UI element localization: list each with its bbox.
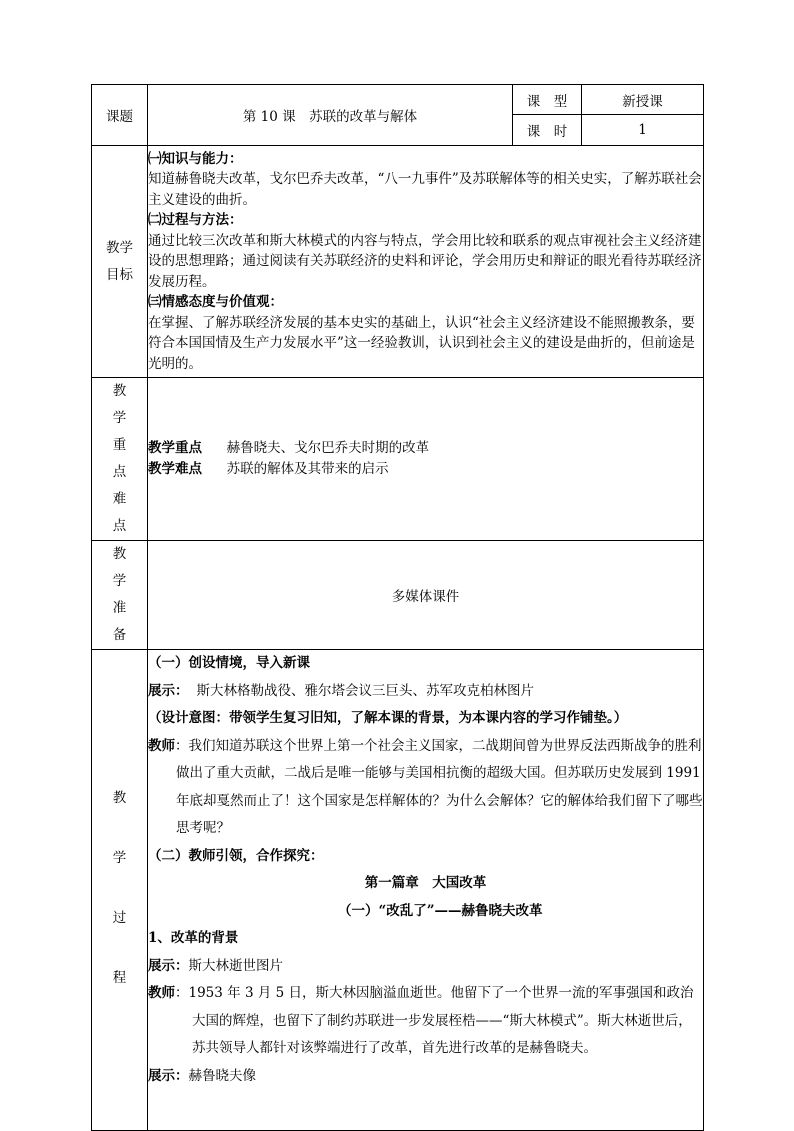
process-content — [148, 650, 704, 1131]
difficulty-text: 苏联的解体及其带来的启示 — [226, 461, 389, 477]
show3-label: 展示： — [148, 1067, 189, 1084]
focus-text: 赫鲁晓夫、戈尔巴乔夫时期的改革 — [226, 440, 430, 456]
process-label — [92, 650, 148, 1131]
design-intent: （设计意图：带领学生复习旧知，了解本课的背景，为本课内容的学习作铺垫。） — [148, 710, 628, 726]
objective-heading-emotion: ㈢情感态度与价值观： — [148, 294, 283, 311]
objectives-content — [148, 146, 704, 378]
keypoints-label-line2: 重点 — [112, 437, 141, 480]
show2-text: 斯大林逝世图片 — [188, 957, 283, 974]
objective-text-process: 通过比较三次改革和斯大林模式的内容与特点，学会用比较和联系的观点审视社会主义经济建设的思想理路；通过阅读有关苏联经济的史料和评论，学会用历史和辩证的眼光看待苏联经济发展历程。 — [148, 232, 702, 290]
chapter-heading: 第一篇章 大国改革 — [364, 875, 487, 891]
objectives-label — [92, 146, 148, 378]
preparation-label-line2: 准备 — [112, 600, 141, 643]
objective-text-knowledge: 知道赫鲁晓夫改革，戈尔巴乔夫改革，“八一九事件”及苏联解体等的相关史实，了解苏联社会主义建设的曲折。 — [148, 171, 702, 208]
lesson-title: 第 10 课 苏联的改革与解体 — [148, 85, 513, 146]
preparation-label — [92, 541, 148, 650]
process-label-char1: 教 — [112, 790, 127, 806]
section-heading-khrushchev: （一）“改乱了”——赫鲁晓夫改革 — [338, 902, 543, 919]
topic-label: 课题 — [92, 85, 148, 146]
process-label-char3: 过 — [112, 910, 127, 926]
difficulty-label: 教学难点 — [148, 461, 202, 477]
section1-heading: （一）创设情境，导入新课 — [148, 655, 310, 671]
preparation-label-line1: 教学 — [112, 546, 141, 589]
process-label-char2: 学 — [112, 850, 127, 866]
keypoints-label-line1: 教学 — [112, 383, 141, 426]
class-hours-label: 课 时 — [513, 115, 582, 146]
objective-heading-knowledge: ㈠知识与能力： — [148, 150, 243, 167]
show1-line — [148, 678, 703, 706]
teacher2-paragraph — [148, 980, 703, 1063]
teacher1-text: ：我们知道苏联这个世界上第一个社会主义国家，二战期间曾为世界反法西斯战争的胜利做出了重大贡献，二战后是唯一能够与美国相抗衡的超级大国。但苏联历史发展到 1991 年底却戛然而止了！这个国家是怎样解体的？为什么会解体？它的解体给我们留下了哪些思考呢？ — [175, 737, 703, 836]
class-hours-value: 1 — [582, 115, 704, 146]
keypoints-content — [148, 378, 704, 541]
show3-line — [148, 1063, 703, 1091]
show2-line — [148, 953, 703, 981]
lesson-type-value: 新授课 — [582, 85, 704, 115]
teacher1-label: 教师 — [148, 737, 175, 754]
teacher2-label: 教师 — [148, 985, 175, 1001]
lesson-plan-table — [91, 84, 704, 1131]
preparation-content: 多媒体课件 — [148, 541, 704, 650]
subsection-background: 1、改革的背景 — [148, 930, 239, 946]
keypoints-label-line3: 难点 — [112, 491, 141, 534]
lesson-type-label: 课 型 — [513, 85, 582, 115]
teacher2-text: ：1953 年 3 月 5 日，斯大林因脑溢血逝世。他留下了一个世界一流的军事强国和政治大国的辉煌，也留下了制约苏联进一步发展桎梏——“斯大林模式”。斯大林逝世后，苏共领导人都针对该弊端进行了改革，首先进行改革的是赫鲁晓夫。 — [175, 985, 694, 1056]
process-label-char4: 程 — [112, 970, 127, 986]
objectives-label-line1: 教学 — [106, 239, 133, 256]
objective-heading-process: ㈡过程与方法： — [148, 212, 243, 229]
focus-label: 教学重点 — [148, 440, 202, 456]
show2-label: 展示： — [148, 957, 189, 974]
teacher1-paragraph — [148, 733, 703, 843]
difficulty-line — [148, 459, 703, 480]
objective-text-emotion: 在掌握、了解苏联经济发展的基本史实的基础上，认识“社会主义经济建设不能照搬教条，要符合本国国情及生产力发展水平”这一经验教训，认识到社会主义的建设是曲折的，但前途是光明的。 — [148, 314, 695, 372]
show1-text: 斯大林格勒战役、雅尔塔会议三巨头、苏军攻克柏林图片 — [196, 682, 534, 699]
show1-label: 展示： — [148, 682, 189, 699]
objectives-label-line2: 目标 — [106, 266, 133, 283]
keypoints-label — [92, 378, 148, 541]
focus-line — [148, 438, 703, 459]
show3-text: 赫鲁晓夫像 — [188, 1067, 256, 1084]
section2-heading: （二）教师引领，合作探究： — [148, 847, 324, 864]
